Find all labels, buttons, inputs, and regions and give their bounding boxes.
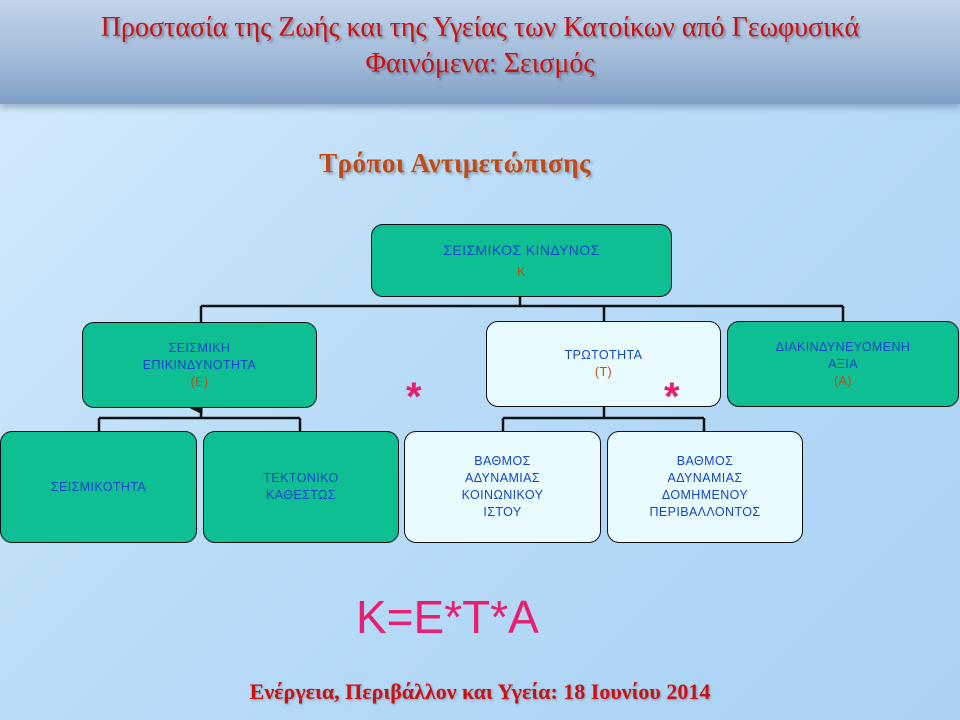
node-tectonic-regime-line-2: ΚΑΘΕΣΤΩΣ	[266, 488, 336, 502]
section-subtitle: Τρόποι Αντιμετώπισης	[319, 148, 591, 178]
node-built-line-4: ΠΕΡΙΒΑΛΛΟΝΤΟΣ	[649, 505, 761, 519]
node-tectonic-regime	[203, 431, 399, 543]
node-social-line-2: ΑΔΥΝΑΜΙΑΣ	[464, 471, 540, 485]
node-built-environment-weakness	[607, 431, 803, 543]
node-seismicity-label: ΣΕΙΣΜΙΚΟΤΗΤΑ	[50, 479, 147, 494]
risk-formula: Κ=Ε*Τ*Α	[356, 591, 539, 643]
node-exposed-value-line-1: ΔΙΑΚΙΝΔΥΝΕΥΟΜΕΝΗ	[775, 339, 911, 354]
node-built-line-2: ΑΔΥΝΑΜΙΑΣ	[667, 471, 743, 485]
page-title-line-1: Προστασία της Ζωής και της Υγείας των Κατοίκων από Γεωφυσικά	[100, 12, 860, 43]
node-seismic-hazard-code: (Ε)	[190, 374, 209, 389]
node-social-line-3: ΚΟΙΝΩΝΙΚΟΥ	[461, 488, 544, 502]
page-title-line-2: Φαινόμενα: Σεισμός	[365, 48, 595, 79]
footer-caption: Ενέργεια, Περιβάλλον και Υγεία: 18 Ιουνίου 2014	[249, 679, 711, 704]
node-vulnerability	[486, 321, 721, 407]
node-seismic-hazard	[82, 322, 317, 408]
node-built-line-1: ΒΑΘΜΟΣ	[676, 454, 734, 468]
node-social-fabric-weakness	[404, 431, 601, 543]
node-exposed-value-line-2: ΑΞΙΑ	[828, 356, 858, 371]
node-vulnerability-code: (Τ)	[594, 365, 613, 379]
node-seismic-risk-code: Κ	[517, 264, 526, 279]
node-social-line-1: ΒΑΘΜΟΣ	[474, 454, 531, 468]
node-built-line-3: ΔΟΜΗΜΕΝΟΥ	[661, 488, 749, 502]
node-seismic-hazard-line-1: ΣΕΙΣΜΙΚΗ	[168, 340, 231, 355]
multiply-star-right: *	[664, 375, 680, 419]
node-seismic-hazard-line-2: ΕΠΙΚΙΝΔΥΝΟΤΗΤΑ	[142, 357, 257, 372]
node-exposed-value	[727, 321, 959, 407]
node-seismicity	[0, 431, 197, 543]
multiply-star-left: *	[406, 375, 422, 419]
node-seismic-risk	[371, 224, 672, 297]
node-vulnerability-label: ΤΡΩΤΟΤΗΤΑ	[564, 348, 643, 362]
node-seismic-risk-label: ΣΕΙΣΜΙΚΟΣ ΚΙΝΔΥΝΟΣ	[443, 241, 600, 258]
node-exposed-value-code: (Α)	[834, 373, 852, 388]
node-social-line-4: ΙΣΤΟΥ	[483, 505, 522, 519]
node-tectonic-regime-line-1: ΤΕΚΤΟΝΙΚΟ	[263, 471, 339, 485]
